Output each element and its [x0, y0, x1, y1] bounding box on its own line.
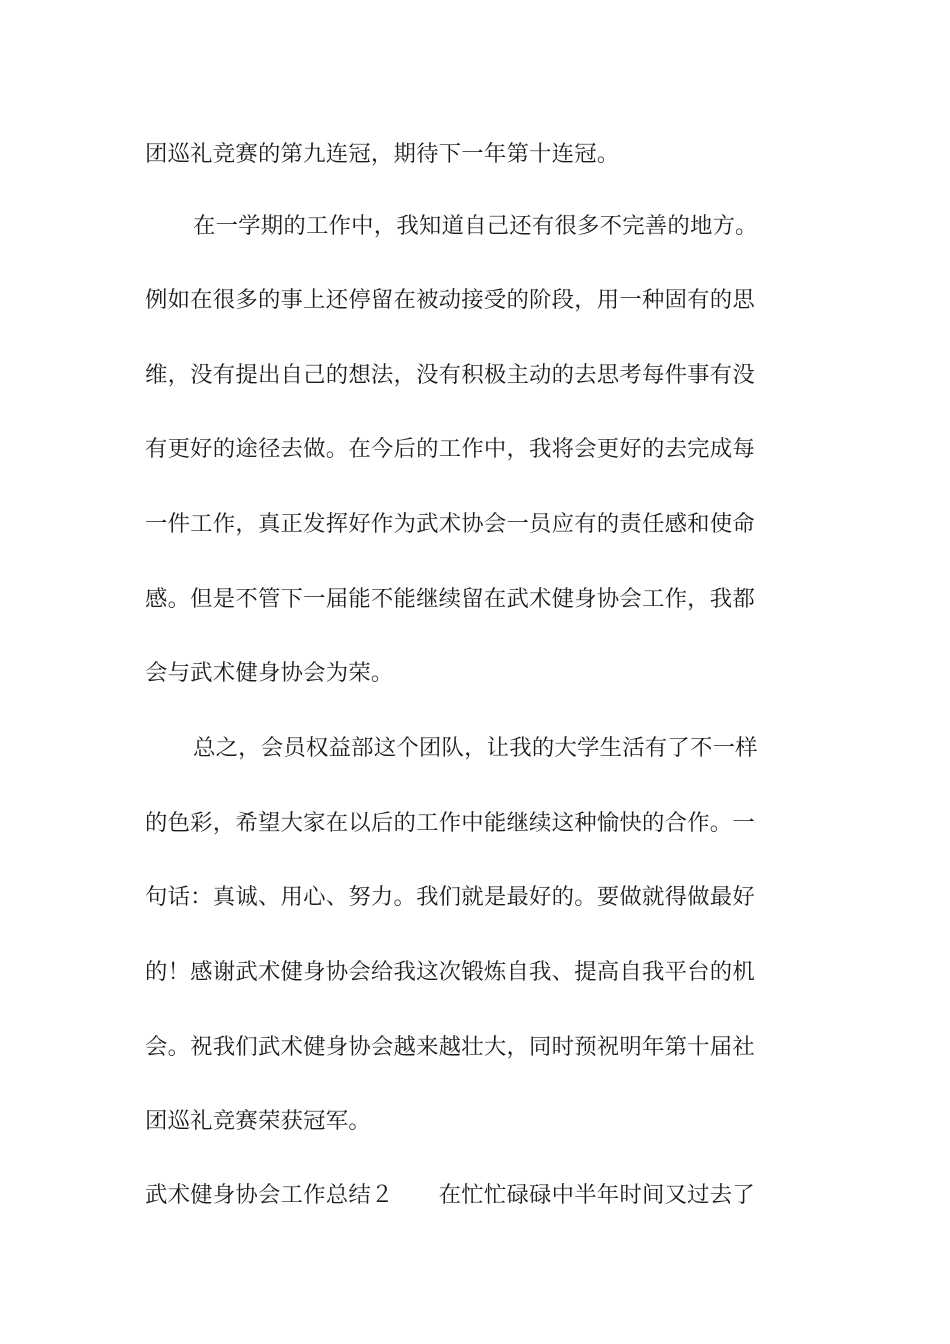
- text-line: 有更好的途径去做。在今后的工作中，我将会更好的去完成每: [145, 436, 755, 462]
- text-line: 感。但是不管下一届能不能继续留在武术健身协会工作，我都: [145, 586, 755, 612]
- paragraph-start-line: 在一学期的工作中，我知道自己还有很多不完善的地方。: [193, 213, 758, 239]
- paragraph-start-line: 总之，会员权益部这个团队，让我的大学生活有了不一样: [193, 735, 758, 761]
- text-line: 团巡礼竞赛荣获冠军。: [145, 1108, 371, 1134]
- text-line: 一件工作，真正发挥好作为武术协会一员应有的责任感和使命: [145, 511, 755, 537]
- text-line: 例如在很多的事上还停留在被动接受的阶段，用一种固有的思: [145, 287, 755, 313]
- text-line: 的色彩，希望大家在以后的工作中能继续这种愉快的合作。一: [145, 810, 755, 836]
- text-line: 维，没有提出自己的想法，没有积极主动的去思考每件事有没: [145, 362, 755, 388]
- text-line: 团巡礼竞赛的第九连冠，期待下一年第十连冠。: [145, 141, 620, 167]
- text-line: 句话：真诚、用心、努力。我们就是最好的。要做就得做最好: [145, 884, 755, 910]
- text-line: 的！感谢武术健身协会给我这次锻炼自我、提高自我平台的机: [145, 959, 755, 985]
- text-line: 会与武术健身协会为荣。: [145, 660, 394, 686]
- text-line: 会。祝我们武术健身协会越来越壮大，同时预祝明年第十届社: [145, 1034, 755, 1060]
- section-heading-line: 武术健身协会工作总结２ 在忙忙碌碌中半年时间又过去了: [145, 1182, 755, 1208]
